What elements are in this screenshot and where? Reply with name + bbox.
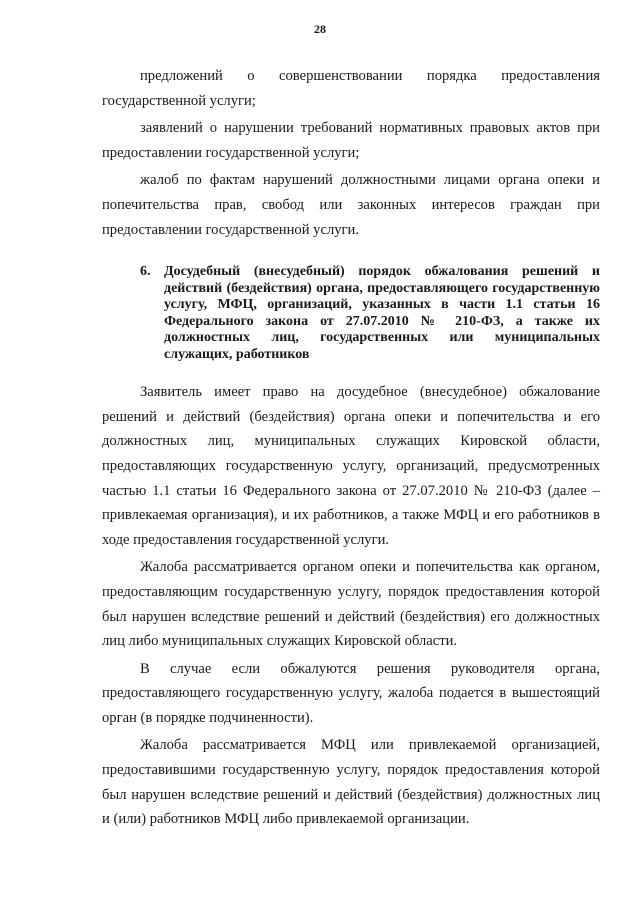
list-item: предложений о совершенствовании порядка предоставления государственной услуги; <box>102 68 600 109</box>
paragraph: Жалоба рассматривается МФЦ или привлекаемой организацией, предоставившими государственную услугу, порядок предоставления которой был нарушен вследствие решений и действий (бездействия) должностных лиц и (или) работников МФЦ либо привлекаемой организации. <box>102 737 600 828</box>
paragraph: Жалоба рассматривается органом опеки и попечительства как органом, предоставляющим государственную услугу, порядок предоставления которой был нарушен вследствие решений и действий (бездействия) его должностных лиц либо муниципальных служащих Кировской области. <box>102 559 600 650</box>
list-item: жалоб по фактам нарушений должностными лицами органа опеки и попечительства прав, свобод или законных интересов граждан при предоставлении государственной услуги. <box>102 172 600 238</box>
section-heading <box>102 264 600 363</box>
document-body <box>102 64 600 832</box>
paragraph: Заявитель имеет право на досудебное (внесудебное) обжалование решений и действий (бездействия) органа опеки и попечительства и его должностных лиц, муниципальных служащих Кировской области, предоставляющих государственную услугу, организаций, предусмотренных частью 1.1 статьи 16 Федерального закона от 27.07.2010 № 210-ФЗ (далее – привлекаемая организация), и их работников, а также МФЦ и его работников в ходе предоставления государственной услуги. <box>102 384 600 548</box>
list-item: заявлений о нарушении требований нормативных правовых актов при предоставлении государственной услуги; <box>102 120 600 161</box>
paragraph: В случае если обжалуются решения руководителя органа, предоставляющего государственную услугу, жалоба подается в вышестоящий орган (в порядке подчиненности). <box>102 660 600 726</box>
section-number: 6. <box>140 264 151 280</box>
section-title: Досудебный (внесудебный) порядок обжалования решений и действий (бездействия) органа, предоставляющего государственную услугу, МФЦ, организаций, указанных в части 1.1 статьи 16 Федерального закона от 27.07.2010 № 210-ФЗ, а также их должностных лиц, государственных или муниципальных служащих, работников <box>164 264 600 362</box>
page-number: 28 <box>314 22 326 36</box>
